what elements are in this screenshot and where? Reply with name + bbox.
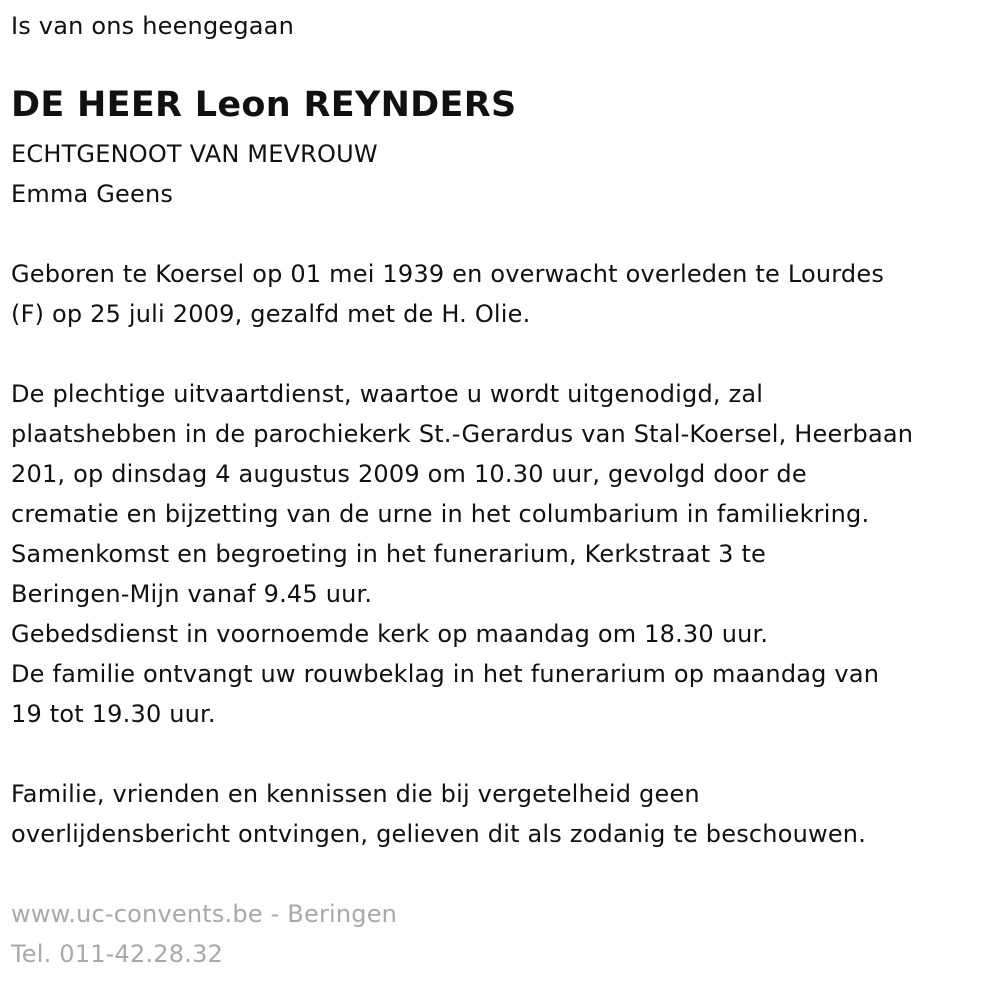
paragraph-line: Beringen-Mijn vanaf 9.45 uur. bbox=[11, 580, 373, 608]
spouse-section bbox=[11, 134, 378, 214]
paragraph-line: Geboren te Koersel op 01 mei 1939 en overwacht overleden te Lourdes bbox=[11, 260, 885, 288]
paragraph-line: plaatshebben in de parochiekerk St.-Gerardus van Stal-Koersel, Heerbaan bbox=[11, 420, 914, 448]
spouse-line: ECHTGENOOT VAN MEVROUW bbox=[11, 140, 378, 168]
spouse-name: Emma Geens bbox=[11, 180, 174, 208]
paragraph-line: overlijdensbericht ontvingen, gelieven dit als zodanig te beschouwen. bbox=[11, 820, 867, 848]
closing-paragraph bbox=[11, 774, 866, 854]
phone-text: Tel. 011-42.28.32 bbox=[11, 940, 224, 968]
paragraph-line: Samenkomst en begroeting in het funerarium, Kerkstraat 3 te bbox=[11, 540, 767, 568]
website-text: www.uc-convents.be - Beringen bbox=[11, 900, 398, 928]
footer-contact bbox=[11, 894, 397, 974]
intro-text: Is van ons heengegaan bbox=[11, 12, 295, 40]
paragraph-line: 201, op dinsdag 4 augustus 2009 om 10.30 uur, gevolgd door de bbox=[11, 460, 807, 488]
deceased-name: DE HEER Leon REYNDERS bbox=[11, 85, 517, 125]
paragraph-line: crematie en bijzetting van de urne in het columbarium in familiekring. bbox=[11, 500, 870, 528]
paragraph-line: 19 tot 19.30 uur. bbox=[11, 700, 216, 728]
paragraph-line: (F) op 25 juli 2009, gezalfd met de H. Olie. bbox=[11, 300, 531, 328]
birth-death-paragraph bbox=[11, 254, 884, 334]
paragraph-line: De familie ontvangt uw rouwbeklag in het funerarium op maandag van bbox=[11, 660, 880, 688]
paragraph-line: Gebedsdienst in voornoemde kerk op maandag om 18.30 uur. bbox=[11, 620, 769, 648]
paragraph-line: De plechtige uitvaartdienst, waartoe u wordt uitgenodigd, zal bbox=[11, 380, 764, 408]
service-paragraph bbox=[11, 374, 913, 734]
paragraph-line: Familie, vrienden en kennissen die bij vergetelheid geen bbox=[11, 780, 700, 808]
